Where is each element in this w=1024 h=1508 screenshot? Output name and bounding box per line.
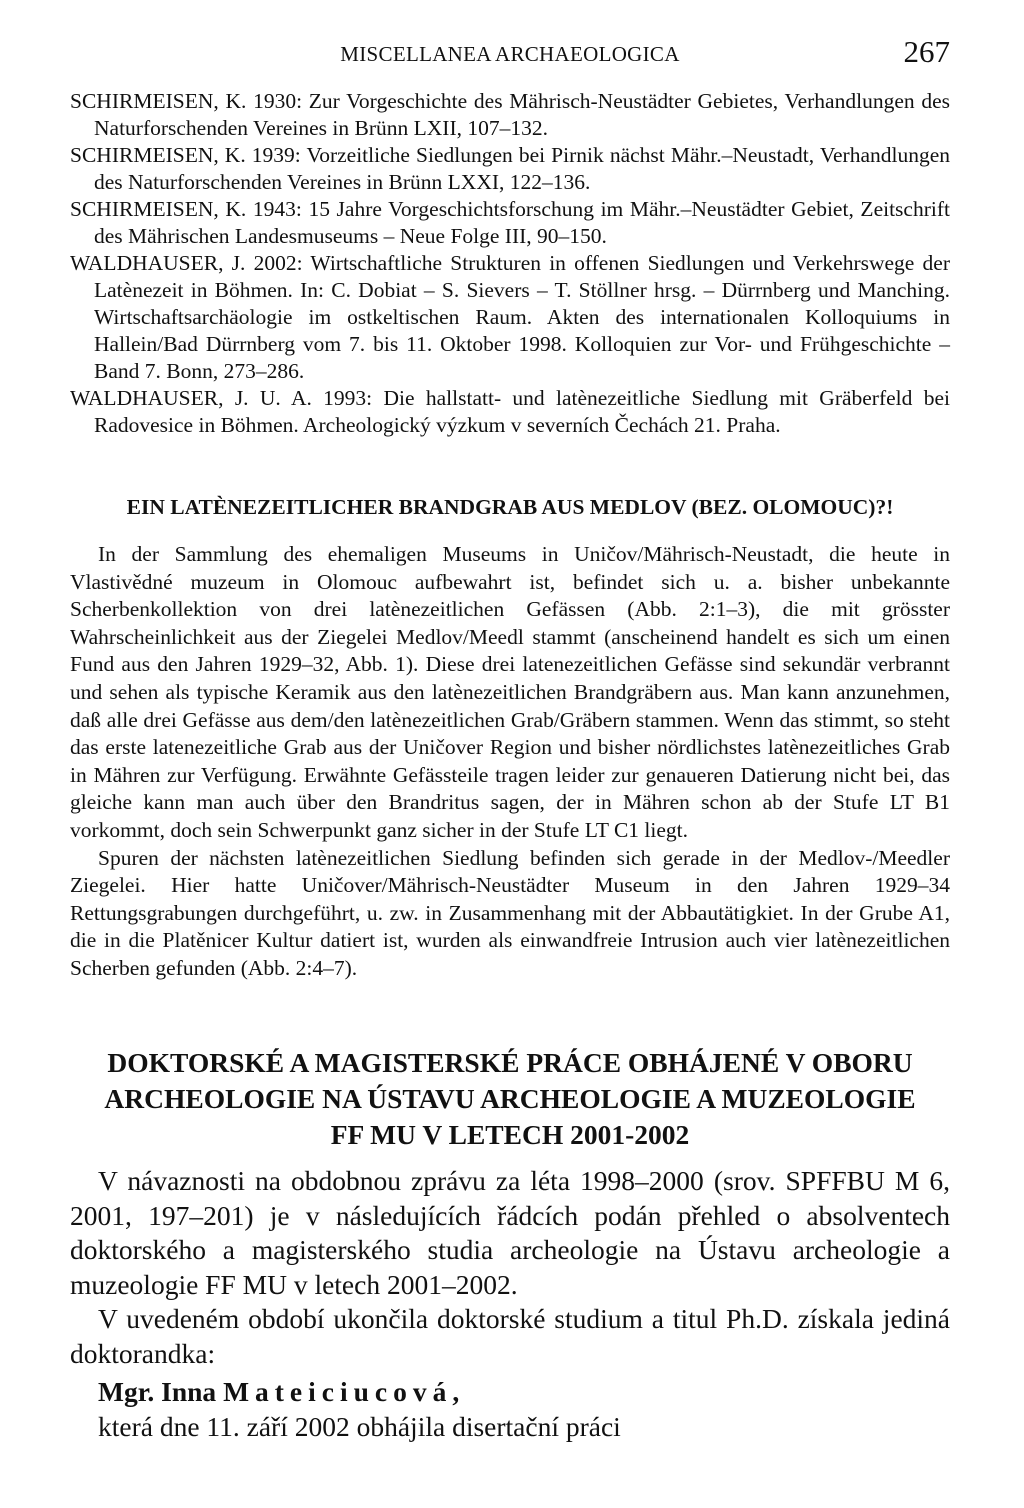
page-number: 267 (903, 34, 950, 69)
reference-entry: WALDHAUSER, J. 2002: Wirtschaftliche Strukturen in offenen Siedlungen und Verkehrswege der Latènezeit in Böhmen. In: C. Dobiat – S. Sievers – T. Stöllner hrsg. – Dürrnberg und Manching. Wirtschaftsarchäologie im ostkeltischen Raum. Akten des internationalen Kolloquiums in Hallein/Bad Dürrnberg vom 7. bis 11. Oktober 1998. Kolloquien zur Vor- und Frühgeschichte – Band 7. Bonn, 273–286. (70, 251, 950, 383)
running-title: MISCELLANEA ARCHAEOLOGICA (340, 42, 680, 66)
section-body (70, 1164, 950, 1444)
section-paragraph: V návaznosti na obdobnou zprávu za léta 1998–2000 (srov. SPFFBU M 6, 2001, 197–201) je v následujících řádcích podán přehled o absolventech doktorského a magisterského studia archeologie na Ústavu archeologie a muzeologie FF MU v letech 2001–2002. (70, 1165, 950, 1300)
section-title (70, 1045, 950, 1153)
running-header (70, 34, 950, 80)
reference-entry: SCHIRMEISEN, K. 1943: 15 Jahre Vorgeschichtsforschung im Mähr.–Neustädter Gebiet, Zeitschrift des Mährischen Landesmuseums – Neue Folge III, 90–150. (70, 197, 950, 248)
reference-entry: SCHIRMEISEN, K. 1939: Vorzeitliche Siedlungen bei Pirnik nächst Mähr.–Neustadt, Verhandlungen des Naturforschenden Vereines in Brünn LXXI, 122–136. (70, 143, 950, 194)
reference-list (70, 88, 950, 439)
graduate-note: která dne 11. září 2002 obhájila disertační práci (98, 1410, 621, 1442)
article-body (70, 541, 950, 983)
article-paragraph: In der Sammlung des ehemaligen Museums in Uničov/Mährisch-Neustadt, die heute in Vlastivědné muzeum in Olomouc aufbewahrt ist, befindet sich u. a. bisher unbekannte Scherbenkollektion von drei latènezeitlichen Gefässen (Abb. 2:1–3), die mit grösster Wahrscheinlichkeit aus der Ziegelei Medlov/Meedl stammt (anscheinend handelt es sich um einen Fund aus den Jahren 1929–32, Abb. 1). Diese drei latenezeitlichen Gefässe sind sekundär verbrannt und sehen als typische Keramik aus den latènezeitlichen Brandgräbern aus. Man kann anzunehmen, daß alle drei Gefässe aus dem/den latènezeitlichen Grab/Gräbern stammen. Wenn das stimmt, so steht das erste latenezeitliche Grab aus der Uničover Region und bisher nördlichstes latènezeitliches Grab in Mähren zur Verfügung. Erwähnte Gefässteile tragen leider zur genaueren Datierung nicht bei, das gleiche kann man auch über den Brandritus sagen, der in Mähren schon ab der Stufe LT B1 vorkommt, doch sein Schwerpunkt ganz sicher in der Stufe LT C1 liegt. (70, 542, 950, 842)
section-title-line: ARCHEOLOGIE NA ÚSTAVU ARCHEOLOGIE A MUZEOLOGIE (104, 1083, 916, 1114)
article-paragraph: Spuren der nächsten latènezeitlichen Siedlung befinden sich gerade in der Medlov-/Meedler Ziegelei. Hier hatte Uničover/Mährisch-Neustädter Museum in den Jahren 1929–34 Rettungsgrabungen durchgeführt, u. zw. in Zusammenhang mit der Abbautätigkiet. In der Grube A1, die in die Platěnicer Kultur datiert ist, wurden als einwandfreie Intrusion auch vier latènezeitlichen Scherben gefunden (Abb. 2:4–7). (70, 845, 950, 980)
section-paragraph: V uvedeném období ukončila doktorské studium a titul Ph.D. získala jediná doktorandka: (70, 1303, 950, 1369)
article-title: EIN LATÈNEZEITLICHER BRANDGRAB AUS MEDLOV (BEZ. OLOMOUC)?! (126, 495, 894, 519)
graduate-surname: Mateiciucová, (223, 1376, 466, 1407)
reference-entry: WALDHAUSER, J. U. A. 1993: Die hallstatt- und latènezeitliche Siedlung mit Gräberfeld bei Radovesice in Böhmen. Archeologický výzkum v severních Čechách 21. Praha. (70, 386, 950, 437)
graduate-entry (70, 1375, 950, 1410)
section-title-line: FF MU V LETECH 2001-2002 (330, 1119, 690, 1150)
reference-entry: SCHIRMEISEN, K. 1930: Zur Vorgeschichte des Mährisch-Neustädter Gebietes, Verhandlungen des Naturforschenden Vereines in Brünn LXII, 107–132. (70, 89, 950, 140)
section-title-line: DOKTORSKÉ A MAGISTERSKÉ PRÁCE OBHÁJENÉ V OBORU (107, 1047, 913, 1078)
graduate-title: Mgr. Inna (98, 1376, 217, 1407)
